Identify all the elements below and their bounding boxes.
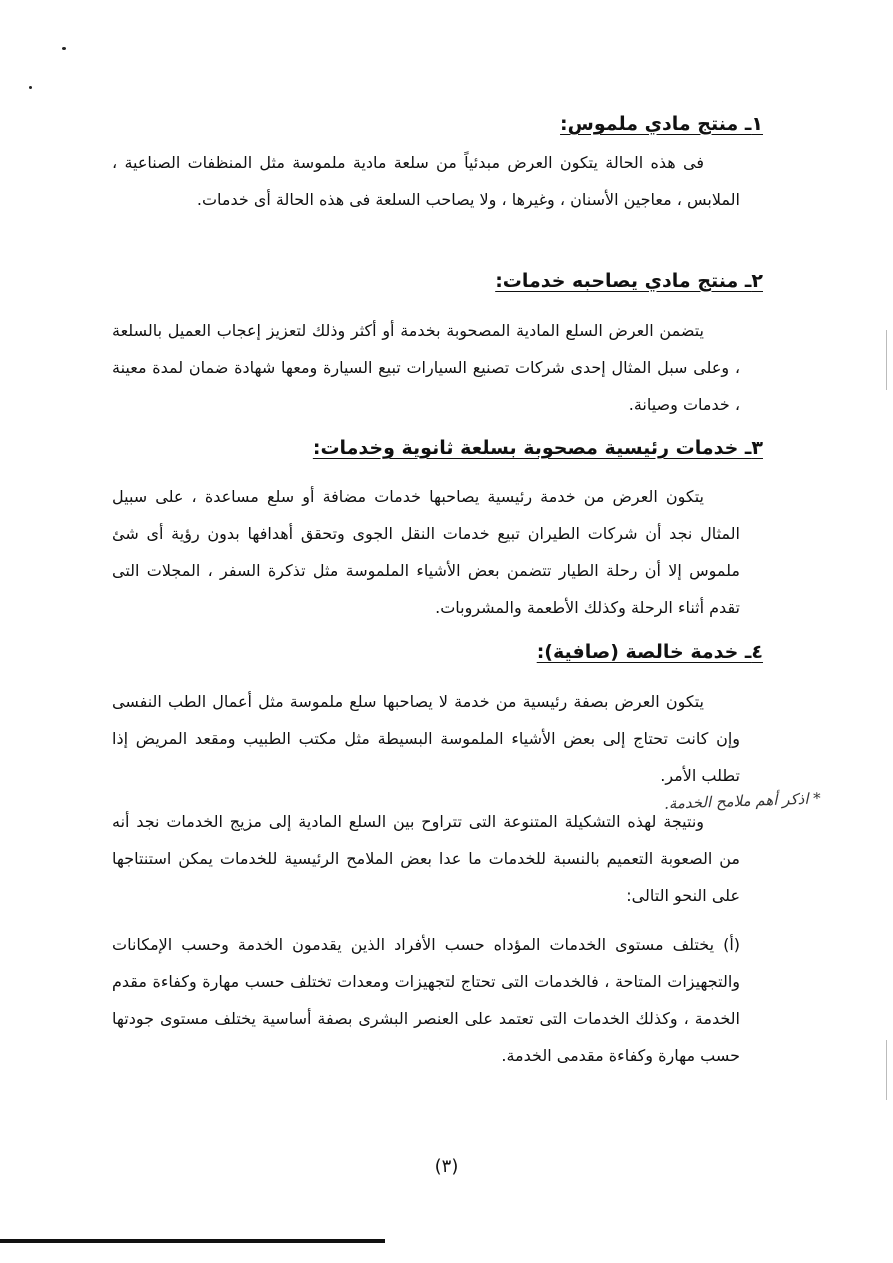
section-2-text: يتضمن العرض السلع المادية المصحوبة بخدمة أو أكثر وذلك لتعزيز إعجاب العميل بالسلعة ، وعلى سبل المثال إحدى شركات تصنيع السيارات تبيع السيارة ومعها شهادة ضمان لمدة معينة ، خدمات وصيانة. [112, 321, 740, 414]
section-2-paragraph [112, 312, 740, 423]
section-1-paragraph [112, 144, 740, 218]
section-4-text: يتكون العرض بصفة رئيسية من خدمة لا يصاحبها سلع ملموسة مثل أعمال الطب النفسى وإن كانت تحتاج إلى بعض الأشياء الملموسة البسيطة مثل مكتب الطبيب ومقعد المريض إذا تطلب الأمر. [112, 692, 740, 785]
section-3-text: يتكون العرض من خدمة رئيسية يصاحبها خدمات مضافة أو سلع مساعدة ، على سبيل المثال نجد أن شركات الطيران تبيع خدمات النقل الجوى وتحقق أهدافها بدون رؤية أى شئ ملموس إلا أن رحلة الطيار تتضمن بعض الأشياء الملموسة مثل تذكرة السفر ، المجلات التى تقدم أثناء الرحلة وكذلك الأطعمة والمشروبات. [112, 487, 740, 617]
section-2-heading: ٢ـ منتج مادي يصاحبه خدمات: [495, 270, 763, 292]
section-1-heading: ١ـ منتج مادي ملموس: [560, 113, 763, 135]
item-a-paragraph [112, 926, 740, 1074]
section-3-paragraph [112, 478, 740, 626]
scan-edge [886, 330, 887, 390]
conclusion-text: ونتيجة لهذه التشكيلة المتنوعة التى تتراوح بين السلع المادية إلى مزيج الخدمات نجد أنه من الصعوبة التعميم بالنسبة للخدمات ما عدا بعض الملامح الرئيسية للخدمات يمكن استنتاجها على النحو التالى: [112, 812, 740, 905]
conclusion-paragraph [112, 803, 740, 914]
section-1-text: فى هذه الحالة يتكون العرض مبدئياً من سلعة مادية ملموسة مثل المنظفات الصناعية ، الملابس ، معاجين الأسنان ، وغيرها ، ولا يصاحب السلعة فى هذه الحالة أى خدمات. [112, 153, 740, 209]
scan-edge [886, 1040, 887, 1100]
page-number: (٣) [434, 1156, 459, 1177]
scan-speck [62, 47, 66, 50]
scan-speck [29, 86, 32, 89]
item-a-text: (أ) يختلف مستوى الخدمات المؤداه حسب الأفراد الذين يقدمون الخدمة وحسب الإمكانات والتجهيزات المتاحة ، فالخدمات التى تحتاج لتجهيزات ومعدات تختلف حسب مهارة وكفاءة مقدم الخدمة ، وكذلك الخدمات التى تعتمد على العنصر البشرى بصفة أساسية يختلف مستوى جودتها حسب مهارة وكفاءة مقدمى الخدمة. [112, 935, 740, 1065]
section-3-heading: ٣ـ خدمات رئيسية مصحوبة بسلعة ثانوية وخدمات: [312, 437, 763, 459]
section-4-paragraph [112, 683, 740, 794]
footer-rule [0, 1239, 385, 1243]
handwritten-note: * اذكر أهم ملامح الخدمة. [663, 789, 822, 813]
section-4-heading: ٤ـ خدمة خالصة (صافية): [536, 641, 763, 663]
